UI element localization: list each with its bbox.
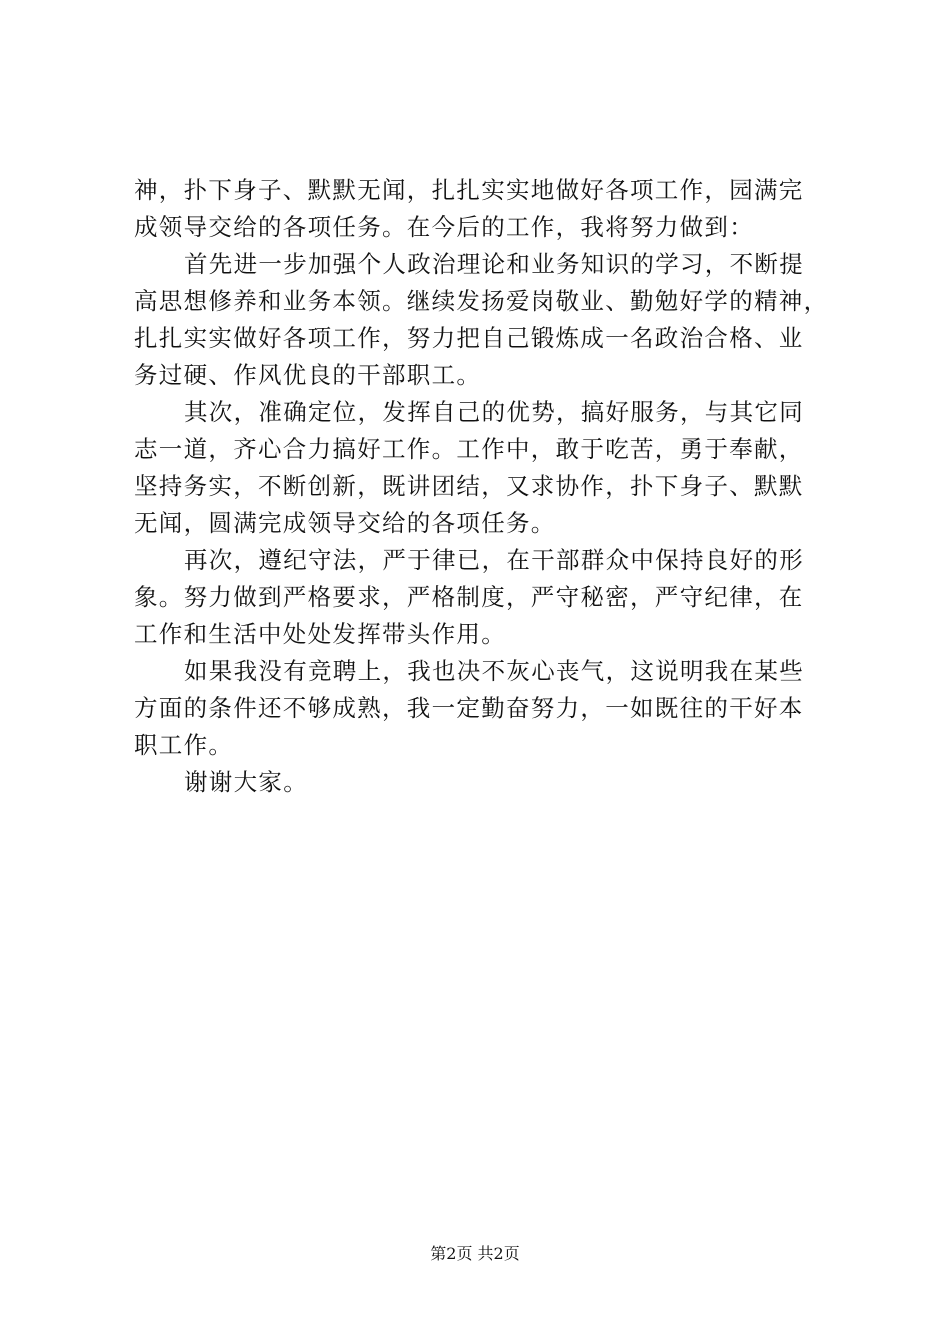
text-line: 如果我没有竞聘上，我也决不灰心丧气，这说明我在某些 [184,657,804,685]
text-line: 扎扎实实做好各项工作，努力把自己锻炼成一名政治合格、业 [134,324,804,352]
text-line: 方面的条件还不够成熟，我一定勤奋努力，一如既往的干好本 [134,694,804,722]
text-line: 再次，遵纪守法，严于律已，在干部群众中保持良好的形 [184,546,804,574]
text-line: 高思想修养和业务本领。继续发扬爱岗敬业、勤勉好学的精神， [134,287,829,315]
document-body [134,172,834,801]
text-line: 无闻，圆满完成领导交给的各项任务。 [134,509,556,537]
text-line: 工作和生活中处处发挥带头作用。 [134,620,506,648]
text-line: 神，扑下身子、默默无闻，扎扎实实地做好各项工作，园满完 [134,176,804,204]
text-line: 志一道，齐心合力搞好工作。工作中，敢于吃苦，勇于奉献， [134,435,804,463]
text-line: 务过硬、作风优良的干部职工。 [134,361,482,389]
text-line: 谢谢大家。 [184,768,308,796]
text-line: 首先进一步加强个人政治理论和业务知识的学习，不断提 [184,250,804,278]
text-line: 坚持务实，不断创新，既讲团结，又求协作，扑下身子、默默 [134,472,804,500]
text-line: 象。努力做到严格要求，严格制度，严守秘密，严守纪律，在 [134,583,804,611]
page-footer: 第2页 共2页 [430,1244,520,1263]
text-line: 其次，准确定位，发挥自己的优势，搞好服务，与其它同 [184,398,804,426]
text-line: 成领导交给的各项任务。在今后的工作，我将努力做到： [134,213,754,241]
text-line: 职工作。 [134,731,234,759]
